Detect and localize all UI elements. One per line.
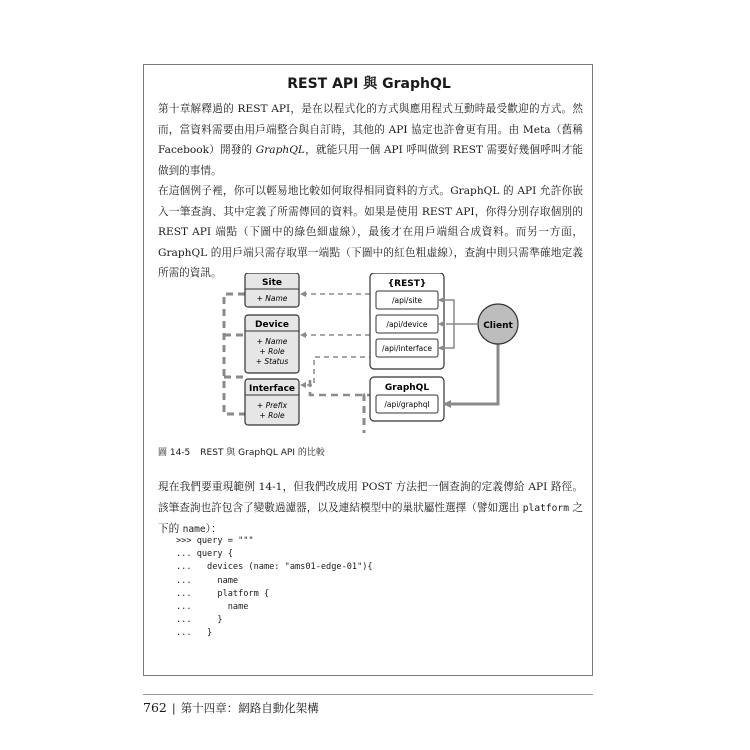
paragraph-intro: 第十章解釋過的 REST API，是在以程式化的方式與應用程式互動時最受歡迎的方式。然而，當資料需要由用戶端整合與自訂時，其他的 API 協定也許會更有用。由 Meta（舊稱 Facebook）開發的 GraphQL，就能只用一個 API 呼叫做到 REST 需要好幾個呼叫才能做到的事情。 — [158, 103, 583, 177]
page-number: 762 — [143, 700, 167, 715]
entity-site-title: Site — [262, 278, 282, 288]
graphql-box — [370, 377, 444, 421]
entity-device-title: Device — [255, 320, 289, 330]
rest-title: {REST} — [387, 279, 427, 289]
code-line: ... name — [176, 575, 239, 586]
footer-separator: | — [171, 701, 176, 715]
rest-box — [370, 273, 444, 369]
figure-number: 圖 14-5 — [158, 448, 191, 458]
graphql-title: GraphQL — [384, 383, 430, 393]
entity-interface-field: + Role — [259, 411, 285, 420]
entity-site — [245, 273, 299, 307]
paragraph-comparison: 在這個例子裡，你可以輕易地比較如何取得相同資料的方式。GraphQL 的 API 允許你嵌入一筆查詢、其中定義了所需傳回的資料。如果是使用 REST API，你得分別存取個別的 REST API 端點（下圖中的綠色細虛線），最後才在用戶端組合成資料。而另一方面，GraphQL 的用戶端只需存取單一端點（下圖中的紅色粗虛線），查詢中則只需準確地定義所需的資訊。 — [158, 185, 583, 279]
chapter-title: 第十四章：網路自動化架構 — [180, 701, 319, 715]
client-label: Client — [483, 321, 513, 331]
code-line: ... query { — [176, 549, 233, 560]
entity-interface — [245, 379, 299, 425]
rest-endpoint-device: /api/device — [386, 320, 428, 329]
paragraph-post-query: 現在我們要重現範例 14-1，但我們改成用 POST 方法把一個查詢的定義傳給 API 路徑。該筆查詢也許包含了變數過濾器，以及連結模型中的巢狀屬性選擇（譬如選出 platform 之下的 name）： — [158, 481, 583, 535]
rest-endpoint-site: /api/site — [391, 296, 423, 305]
entity-interface-field: + Prefix — [256, 401, 288, 410]
footer-rule — [143, 694, 593, 695]
rest-vs-graphql-diagram — [214, 273, 524, 433]
graphql-dashed-path — [224, 294, 245, 414]
entity-device-field: + Name — [256, 337, 288, 346]
entity-device — [245, 315, 299, 373]
entity-device-field: + Status — [255, 357, 289, 366]
figure-caption — [158, 445, 325, 458]
code-line: ... platform { — [176, 588, 270, 599]
graphql-italic: GraphQL — [255, 144, 305, 156]
code-line: ... devices (name: "ams01-edge-01"){ — [176, 562, 373, 573]
figure-caption-text: REST 與 GraphQL API 的比較 — [200, 448, 325, 458]
code-line: ... } — [176, 628, 213, 639]
code-line: ... } — [176, 615, 223, 626]
rest-endpoint-interface: /api/interface — [382, 344, 432, 353]
sidebar-title: REST API 與 GraphQL — [287, 76, 451, 92]
client-node — [478, 304, 518, 344]
page-footer — [143, 700, 319, 716]
sidebar-box — [143, 64, 593, 676]
entity-interface-title: Interface — [248, 384, 296, 394]
entity-site-field: + Name — [256, 294, 288, 303]
code-line: ... name — [176, 602, 249, 613]
code-line: >>> query = """ — [176, 536, 254, 546]
graphql-endpoint: /api/graphql — [384, 400, 430, 409]
code-block — [176, 535, 373, 641]
entity-device-field: + Role — [259, 347, 285, 356]
